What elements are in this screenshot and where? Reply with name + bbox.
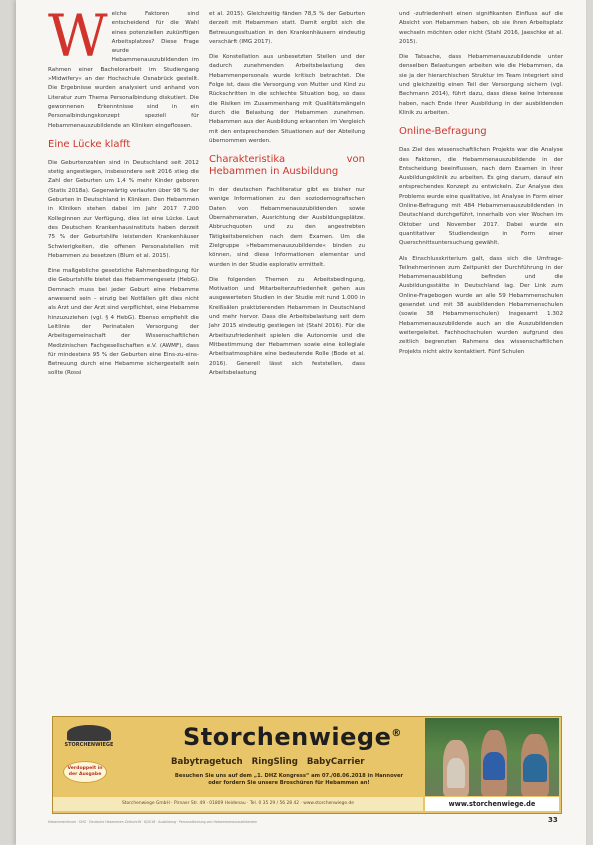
- logo-text: STORCHENWIEGE: [64, 742, 114, 748]
- drop-cap: W: [48, 2, 108, 70]
- section-heading-survey: Online-Befragung: [399, 126, 487, 138]
- text-column-1: [48, 2, 199, 385]
- body-paragraph: Das Ziel des wissenschaftlichen Projekts war die Analyse des Faktoren, die Hebammenauszubildende in der Entscheidung beeinflussen, nach dem Examen in ihrer Ausbildungsklinik zu arbeiten. Es ging darum, darauf ein entsprechendes Konzept zu entwickeln. Zur Analyse des Problems wurde eine qualitative, ist Analyse in Form einer Online-Befragung mit 484 Hebammenauszubildenden in Deutschland durchgeführt, innerhalb von vier Wochen im Oktober und November 2017. Dabei wurde ein quantitativer Studiendesign in Form einer Querschnittsuntersuchung gewählt.: [399, 147, 563, 247]
- body-paragraph: Die Geburtenzahlen sind in Deutschland seit 2012 stetig angestiegen, insbesondere seit 2016 stieg die Zahl der Geburten um 1,4 % mehr Kinder geboren (Statis 2018a). Gegenwärtig verlaufen über 98 % der Geburten in Deutschland in Kliniken. Den Hebammen in Kliniken stehen dabei im Jahr 2017 7.200 Kolleginnen zur Verfügung, dies ist eine Lücke. Laut des Deutschen Krankenhausinstituts haben derzeit 75 % der Geburtshilfe leistenden Krankenhäuser Schwierigkeiten, die offenen Personalstellen mit Hebammen zu besetzen (Blum et al. 2015).: [48, 159, 199, 259]
- ad-website-link[interactable]: www.storchenwiege.de: [425, 797, 559, 811]
- ad-family-photo: [425, 718, 559, 796]
- ad-info-text: [119, 773, 459, 787]
- photo-person: [483, 752, 505, 780]
- ad-title: [183, 723, 402, 751]
- body-paragraph: Die folgenden Themen zu Arbeitsbedingung, Motivation und Mitarbeiterzufriedenheit gehen aus ausgewerteten Studien in der Studie mit rund 1.000 in Kreißsälen praktizierenden Hebammen in Deutschland und mehr hervor. Dass die Arbeitsbelastung seit dem Jahr 2015 eindeutig gestiegen ist (Stahl 2016). Für die Arbeitszufriedenheit spielen die Autonomie und die Mitbestimmung der Hebammen sowie eine kollegiale Arbeitsatmosphäre eine bedeutende Rolle (Bode et al. 2016). Generell lässt sich feststellen, dass Arbeitsbelastung: [209, 276, 365, 376]
- ad-info-line: oder fordern Sie unsere Broschüren für Hebammen an!: [208, 780, 370, 786]
- ad-badge: Verdoppelt in der Ausgabe: [63, 761, 107, 783]
- photo-person: [447, 758, 465, 788]
- storchenwiege-logo: [63, 725, 115, 757]
- body-paragraph: und -zufriedenheit einen signifikanten Einfluss auf die Absicht von Hebammen haben, ob sie ihren Arbeitsplatz wechseln möchten oder nicht (Stahl 2016, Jaeschke et al. 2015).: [399, 11, 563, 45]
- section-heading-gap: Eine Lücke klafft: [48, 138, 131, 150]
- body-paragraph: Die Tatsache, dass Hebammenauszubildende unter denselben Belastungen arbeiten wie die Hebammen, da sie ja der hierarchischen Struktur im Team integriert sind und gleichzeitig einen Teil der Versorgung sichern (vgl. Bechmann 2014), führt dazu, dass diese keine Interesse haben, nach Ende ihrer Ausbildung in der ausbildenden Klinik zu arbeiten.: [399, 54, 563, 116]
- section-heading-characteristics: Charakteristika von Hebammen in Ausbildung: [209, 154, 365, 178]
- body-paragraph: Als Einschlusskriterium galt, dass sich die Umfrage-Teilnehmerinnen zum Zeitpunkt der Durchführung in der Hebammenausbildung befinden und die Ausbildungsstätte in Deutschland lag. Der Link zum Online-Fragebogen wurde an alle 59 Hebammenschulen gesendet und mit 38 ausbildenden Hebammenschulen (sowie 38 Hebammenschulen) Insgesamt 1.302 Hebammenauszubildende auch an die Auszubildenden weitergeleitet. Fachhochschulen wurden aufgrund des zeitlich begrenzten Rahmens des wissenschaftlichen Projekts nicht aktiv kontaktiert. Fünf Schulen: [399, 255, 563, 355]
- page-number: 33: [548, 816, 558, 824]
- ad-product-list: Babytragetuch RingSling BabyCarrier: [171, 757, 365, 767]
- ad-contact-strip: Storchenwiege GmbH · Pirnaer Str. 49 · 01809 Heidenau · Tel. 0 35 29 / 56 28 42 · www.storchenwiege.de: [53, 797, 423, 811]
- intro-text: elche Faktoren sind entscheidend für die Wahl eines potenziellen zukünftigen Arbeitsplatzes? Diese Frage wurde Hebammenauszubildenden im Rahmen einer Bachelorarbeit im Studiengang »Midwifery« an der Hochschule Osnabrück gestellt. Die Ergebnisse wurden analysiert und anhand von Literatur zum Thema Personalbindung diskutiert. Die gewonnenen Erkenntnisse sind in ein Personalbindungskonzept speziell für Hebammenauszubildende an Kliniken eingeflossen.: [48, 11, 199, 129]
- ad-info-line: Besuchen Sie uns auf dem „1. DHZ Kongress“ am 07./08.06.2018 in Hannover: [174, 773, 404, 779]
- trademark-symbol: ®: [391, 728, 402, 739]
- body-paragraph: Eine maßgebliche gesetzliche Rahmenbedingung für die Geburtshilfe bietet das Hebammengesetz (HebG). Demnach muss bei jeder Geburt eine Hebamme anwesend sein – einzig bei Notfällen gilt dies nicht als Arzt und der Arzt sind verpflichtet, eine Hebamme hinzuzuziehen (vgl. § 4 HebG). Ebenso empfiehlt die Leitlinie der Perinatalen Versorgung der Arbeitsgemeinschaft der Wissenschaftlichen Medizinischen Fachgesellschaften e.V. (AWMF), dass für mindestens 95 % der Geburten eine Eins-zu-eins-Betreuung durch eine Hebamme sichergestellt sein sollte (Rossi: [48, 268, 199, 377]
- body-paragraph: et al. 2015). Gleichzeitig fänden 78,5 % der Geburten derzeit mit Hebammen statt. Damit ergibt sich die Betreuungssituation in den Krankenhäusern eindeutig verschärft (IMG 2017).: [209, 11, 365, 45]
- body-paragraph: In der deutschen Fachliteratur gibt es bisher nur wenige Informationen zu den soziodemografischen Daten von Hebammenauszubildenden sowie Übernahmeraten, Ausrichtung der Ausbildungsplätze. Abbruchquoten und zu den angestrebten Tätigkeitsbereichen nach dem Examen. Um die Zielgruppe »Hebammenauszubildende« binden zu können, sind diese Informationen elementar und wurden in der Studie explorativ ermittelt.: [209, 187, 365, 268]
- page-footer: Hebammenforum · DHZ · Deutsche Hebammen Zeitschrift · 6/2018 · Ausbildung · Personalbindung von Hebammenauszubildenden: [48, 820, 258, 824]
- photo-person: [523, 754, 547, 782]
- text-column-3: [399, 10, 563, 363]
- magazine-page: [16, 0, 586, 845]
- stork-logo-icon: [67, 725, 111, 741]
- storchenwiege-advertisement[interactable]: [52, 716, 562, 814]
- body-paragraph: Die Konstellation aus unbesetzten Stellen und der dadurch zunehmenden Arbeitsbelastung des Hebammenpersonals wurde kritisch betrachtet. Die Folge ist, dass die Versorgung von Mutter und Kind zu Rückschritten in die schlechte Situation bog, so dass die Risiken im Zusammenhang mit Qualitätsmängeln durch die Belastung der Hebammen zunehmen. Hebammen aus der Ausbildung erkannten im Vergleich mit den entsprechenden Situationen auf der Abteilung übernommen werden.: [209, 54, 365, 144]
- ad-title-text: Storchenwiege: [183, 723, 392, 751]
- text-column-2: [209, 10, 365, 384]
- intro-paragraph: [48, 2, 199, 131]
